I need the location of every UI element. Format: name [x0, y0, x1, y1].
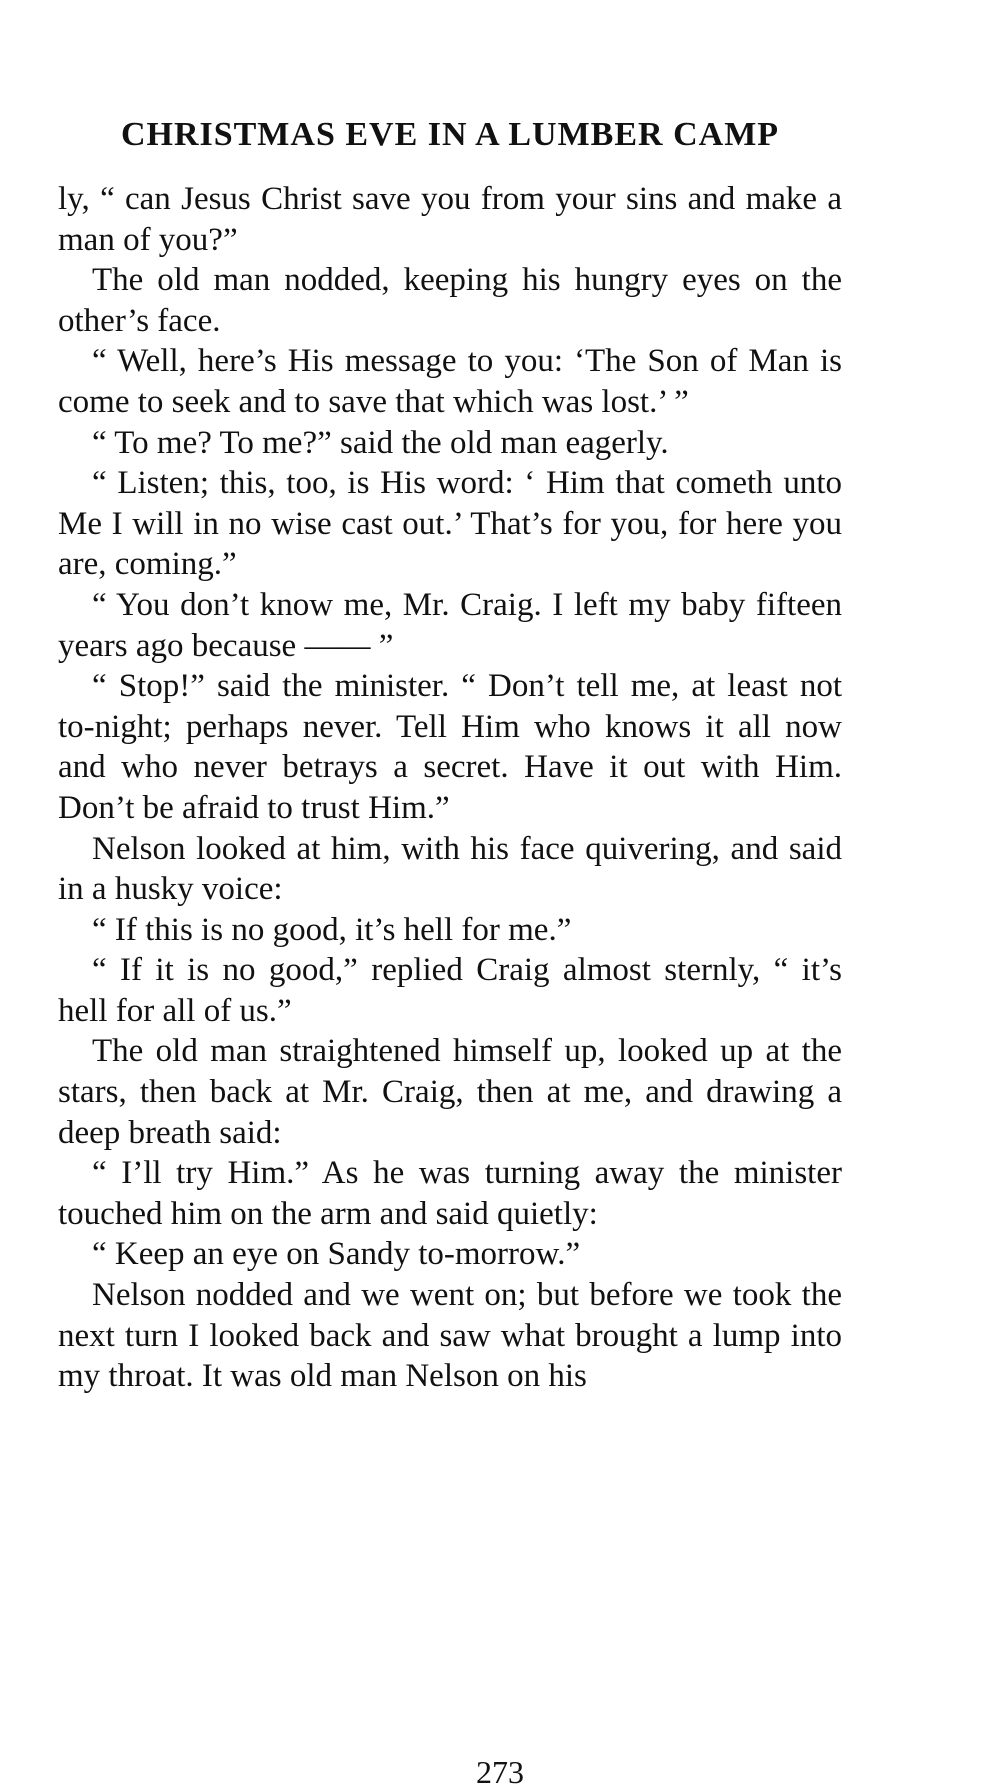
book-page — [58, 115, 842, 1397]
paragraph: Nelson nodded and we went on; but before we took the next turn I looked back and saw what brought a lump into my throat. It was old man Nelson on his — [58, 1277, 842, 1395]
paragraph: The old man straightened himself up, looked up at the stars, then back at Mr. Craig, then at me, and drawing a deep breath said: — [58, 1033, 842, 1151]
paragraph: Nelson looked at him, with his face quivering, and said in a husky voice: — [58, 830, 842, 908]
paragraph: The old man nodded, keeping his hungry eyes on the other’s face. — [58, 262, 842, 339]
body-text — [58, 179, 842, 1397]
paragraph: “ Keep an eye on Sandy to-morrow.” — [92, 1236, 581, 1273]
paragraph: “ I’ll try Him.” As he was turning away the minister touched him on the arm and said quietly: — [58, 1155, 842, 1232]
paragraph: “ Stop!” said the minister. “ Don’t tell me, at least not to-night; perhaps never. Tell Him who knows it all now and who never betrays a secret. Have it out with Him. Don’t be afraid to trust Him.” — [58, 668, 842, 826]
paragraph: “ To me? To me?” said the old man eagerly. — [92, 424, 669, 461]
paragraph: “ If this is no good, it’s hell for me.” — [92, 911, 572, 948]
paragraph: “ Well, here’s His message to you: ‘The Son of Man is come to seek and to save that which was lost.’ ” — [58, 343, 842, 420]
paragraph: “ Listen; this, too, is His word: ‘ Him that cometh unto Me I will in no wise cast out.’ That’s for you, for here you are, coming.” — [58, 465, 842, 583]
page-number: 273 — [476, 1754, 524, 1790]
running-head: CHRISTMAS EVE IN A LUMBER CAMP — [120, 116, 780, 153]
paragraph: “ If it is no good,” replied Craig almost sternly, “ it’s hell for all of us.” — [58, 952, 842, 1029]
paragraph: ly, “ can Jesus Christ save you from your sins and make a man of you?” — [58, 181, 842, 258]
paragraph: “ You don’t know me, Mr. Craig. I left my baby fifteen years ago because —— ” — [58, 586, 842, 664]
